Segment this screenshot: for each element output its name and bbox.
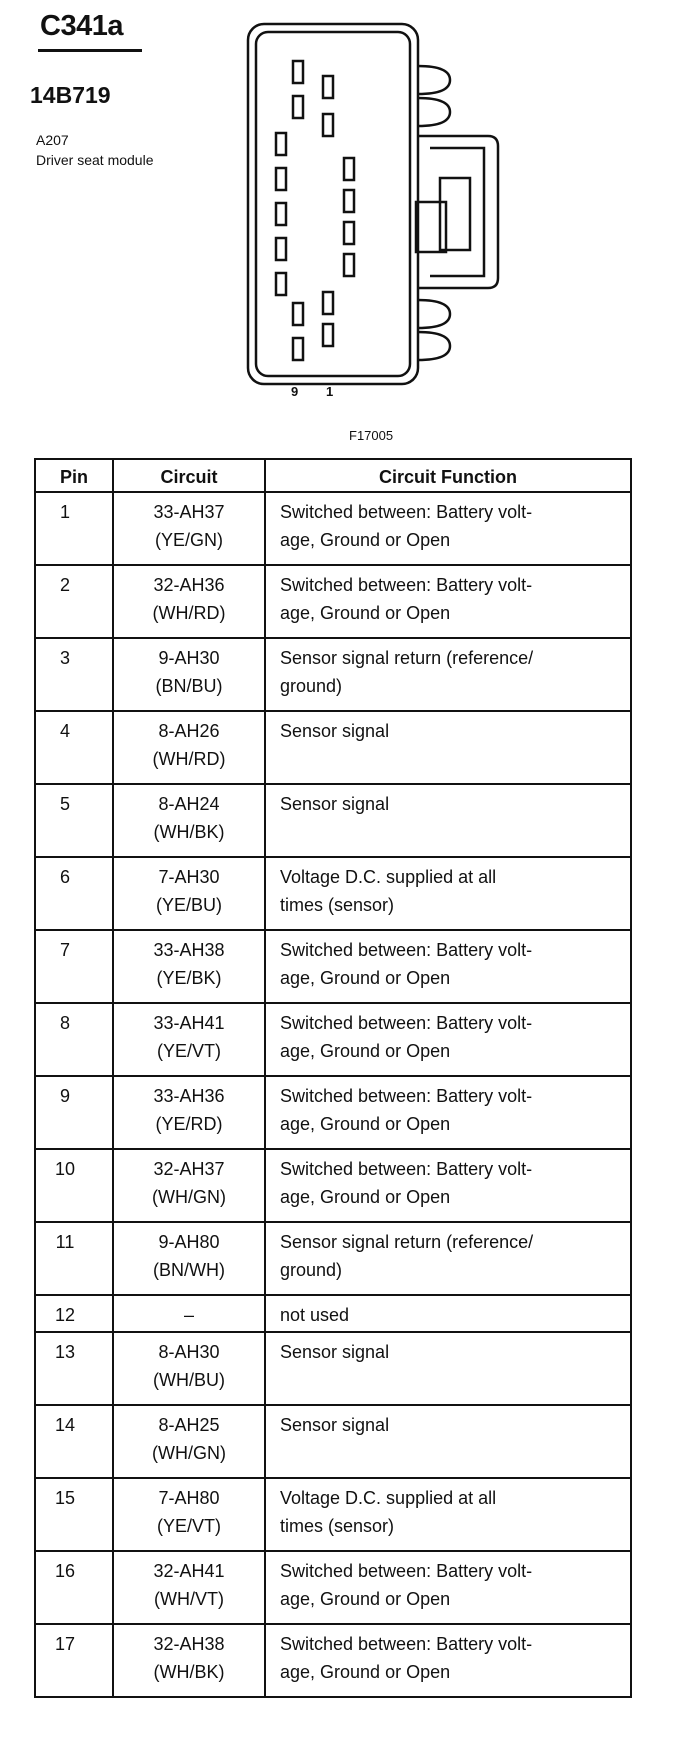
wire-color: (WH/BU) — [153, 1370, 225, 1390]
pin-cell: 13 — [35, 1332, 113, 1405]
cavity — [323, 114, 333, 136]
cavity — [344, 222, 354, 244]
connector-rib-top — [418, 66, 450, 94]
circuit-id: 9-AH80 — [158, 1232, 220, 1252]
circuit-cell — [113, 1222, 265, 1295]
part-number: 14B719 — [30, 82, 111, 108]
table-row — [35, 1478, 631, 1551]
circuit-id: 33-AH38 — [153, 940, 225, 960]
function-cell — [265, 1076, 631, 1149]
function-line-1: Switched between: Battery volt- — [280, 940, 533, 960]
function-cell — [265, 638, 631, 711]
wire-color: (WH/RD) — [152, 749, 226, 769]
function-line-1: Switched between: Battery volt- — [280, 575, 533, 595]
function-cell — [265, 1624, 631, 1697]
header-circuit: Circuit — [113, 459, 265, 492]
wire-color: (WH/BK) — [153, 1662, 225, 1682]
cavity — [323, 324, 333, 346]
cavity — [276, 168, 286, 190]
connector-rib-top-2 — [418, 98, 450, 126]
connector-code-underline — [38, 49, 142, 52]
function-line-1: Sensor signal — [280, 1342, 390, 1362]
function-line-1: Sensor signal — [280, 794, 390, 814]
function-line-2: times (sensor) — [280, 1516, 395, 1536]
table-row — [35, 1149, 631, 1222]
function-line-1: Voltage D.C. supplied at all — [280, 1488, 497, 1508]
cavity — [323, 292, 333, 314]
function-cell — [265, 1222, 631, 1295]
pin-cell: 5 — [35, 784, 113, 857]
function-cell — [265, 1149, 631, 1222]
wire-color: (WH/RD) — [152, 603, 226, 623]
pin-label-1: 1 — [326, 384, 334, 399]
connector-latch-block — [416, 202, 446, 252]
pin-cell: 14 — [35, 1405, 113, 1478]
cavity — [344, 158, 354, 180]
table-row — [35, 857, 631, 930]
wire-color: (BN/BU) — [155, 676, 223, 696]
component-ref: A207 — [36, 132, 69, 148]
wire-color: (WH/GN) — [152, 1187, 226, 1207]
header-circuit-function: Circuit Function — [265, 459, 631, 492]
component-name: Driver seat module — [36, 152, 154, 168]
connector-latch-inner — [430, 148, 484, 276]
function-cell — [265, 492, 631, 565]
circuit-cell — [113, 638, 265, 711]
circuit-id: 7-AH30 — [158, 867, 220, 887]
wire-color: (YE/VT) — [156, 1516, 221, 1536]
header-pin: Pin — [35, 459, 113, 492]
wire-color: (YE/RD) — [155, 1114, 223, 1134]
pin-cell: 2 — [35, 565, 113, 638]
pin-cell: 6 — [35, 857, 113, 930]
function-line-2: ground) — [280, 1260, 343, 1280]
pin-cell: 8 — [35, 1003, 113, 1076]
pinout-table — [34, 458, 632, 1698]
function-line-1: Sensor signal — [280, 1415, 390, 1435]
function-line-2: age, Ground or Open — [280, 1589, 451, 1609]
function-line-2: age, Ground or Open — [280, 1187, 451, 1207]
connector-rib-bottom-2 — [418, 332, 450, 360]
table-row — [35, 1295, 631, 1332]
function-line-1: Sensor signal return (reference/ — [280, 1232, 534, 1252]
wire-color: (WH/VT) — [154, 1589, 224, 1609]
function-line-2: age, Ground or Open — [280, 603, 451, 623]
circuit-cell — [113, 1405, 265, 1478]
function-cell — [265, 1478, 631, 1551]
circuit-cell — [113, 565, 265, 638]
wire-color: (YE/VT) — [156, 1041, 221, 1061]
table-row — [35, 1405, 631, 1478]
cavity — [293, 96, 303, 118]
cavity — [276, 133, 286, 155]
circuit-id: 8-AH25 — [158, 1415, 220, 1435]
cavity — [276, 273, 286, 295]
pin-cell: 12 — [35, 1295, 113, 1332]
function-cell — [265, 1332, 631, 1405]
cavity — [293, 61, 303, 83]
circuit-id: 32-AH37 — [153, 1159, 225, 1179]
circuit-cell — [113, 1624, 265, 1697]
table-row — [35, 1003, 631, 1076]
connector-rib-bottom — [418, 300, 450, 328]
function-line-1: Voltage D.C. supplied at all — [280, 867, 497, 887]
function-line-2: age, Ground or Open — [280, 1114, 451, 1134]
pin-cell: 16 — [35, 1551, 113, 1624]
circuit-cell — [113, 857, 265, 930]
function-cell — [265, 857, 631, 930]
circuit-id: 8-AH26 — [158, 721, 220, 741]
circuit-cell — [113, 711, 265, 784]
cavity — [276, 203, 286, 225]
function-line-2: age, Ground or Open — [280, 530, 451, 550]
circuit-cell — [113, 1332, 265, 1405]
function-line-1: Switched between: Battery volt- — [280, 1561, 533, 1581]
pin-cell: 3 — [35, 638, 113, 711]
cavity — [293, 303, 303, 325]
wire-color: (YE/GN) — [154, 530, 223, 550]
pin-cell: 9 — [35, 1076, 113, 1149]
table-row — [35, 638, 631, 711]
function-line-2: age, Ground or Open — [280, 968, 451, 988]
circuit-id: – — [183, 1305, 194, 1325]
table-row — [35, 1222, 631, 1295]
function-line-1: Sensor signal — [280, 721, 390, 741]
function-cell — [265, 711, 631, 784]
function-line-2: times (sensor) — [280, 895, 395, 915]
table-header-row — [35, 459, 631, 492]
circuit-id: 7-AH80 — [158, 1488, 220, 1508]
circuit-id: 32-AH41 — [153, 1561, 225, 1581]
function-line-1: Switched between: Battery volt- — [280, 502, 533, 522]
table-row — [35, 1624, 631, 1697]
pin-cell: 4 — [35, 711, 113, 784]
connector-code: C341a — [40, 10, 123, 42]
table-row — [35, 492, 631, 565]
function-line-1: Switched between: Battery volt- — [280, 1159, 533, 1179]
table-row — [35, 1076, 631, 1149]
table-row — [35, 930, 631, 1003]
circuit-id: 9-AH30 — [158, 648, 220, 668]
pin-cell: 10 — [35, 1149, 113, 1222]
circuit-id: 8-AH24 — [158, 794, 220, 814]
function-line-1: Switched between: Battery volt- — [280, 1634, 533, 1654]
pin-cell: 15 — [35, 1478, 113, 1551]
function-line-2: age, Ground or Open — [280, 1041, 451, 1061]
function-cell — [265, 1405, 631, 1478]
table-body — [35, 492, 631, 1697]
table-row — [35, 565, 631, 638]
table-row — [35, 784, 631, 857]
function-line-1: not used — [280, 1305, 350, 1325]
cavity — [344, 190, 354, 212]
circuit-id: 32-AH36 — [153, 575, 225, 595]
circuit-id: 33-AH37 — [153, 502, 225, 522]
wire-color: (WH/GN) — [152, 1443, 226, 1463]
table-row — [35, 711, 631, 784]
circuit-id: 8-AH30 — [158, 1342, 220, 1362]
circuit-cell — [113, 1551, 265, 1624]
pin-cell: 17 — [35, 1624, 113, 1697]
function-line-1: Sensor signal return (reference/ — [280, 648, 534, 668]
function-cell — [265, 1551, 631, 1624]
circuit-id: 33-AH41 — [153, 1013, 225, 1033]
wire-color: (BN/WH) — [153, 1260, 225, 1280]
wire-color: (YE/BK) — [156, 968, 222, 988]
function-line-2: age, Ground or Open — [280, 1662, 451, 1682]
table-row — [35, 1551, 631, 1624]
connector-face-diagram — [240, 18, 500, 398]
cavity — [293, 338, 303, 360]
cavity — [276, 238, 286, 260]
circuit-cell — [113, 1295, 265, 1332]
circuit-cell — [113, 1003, 265, 1076]
connector-latch — [418, 136, 498, 288]
circuit-cell — [113, 784, 265, 857]
function-cell — [265, 930, 631, 1003]
circuit-cell — [113, 492, 265, 565]
function-cell — [265, 565, 631, 638]
circuit-cell — [113, 1076, 265, 1149]
wire-color: (YE/BU) — [155, 895, 222, 915]
function-line-2: ground) — [280, 676, 343, 696]
pin-cell: 1 — [35, 492, 113, 565]
circuit-id: 33-AH36 — [153, 1086, 225, 1106]
function-cell — [265, 784, 631, 857]
wire-color: (WH/BK) — [153, 822, 225, 842]
function-cell — [265, 1295, 631, 1332]
circuit-id: 32-AH38 — [153, 1634, 225, 1654]
circuit-cell — [113, 930, 265, 1003]
function-cell — [265, 1003, 631, 1076]
cavity — [323, 76, 333, 98]
figure-id: F17005 — [349, 428, 394, 443]
function-line-1: Switched between: Battery volt- — [280, 1086, 533, 1106]
function-line-1: Switched between: Battery volt- — [280, 1013, 533, 1033]
circuit-cell — [113, 1478, 265, 1551]
pin-label-9: 9 — [291, 384, 299, 399]
circuit-cell — [113, 1149, 265, 1222]
pin-cell: 7 — [35, 930, 113, 1003]
pin-cell: 11 — [35, 1222, 113, 1295]
table-row — [35, 1332, 631, 1405]
connector-latch-tab — [440, 178, 470, 250]
cavity — [344, 254, 354, 276]
